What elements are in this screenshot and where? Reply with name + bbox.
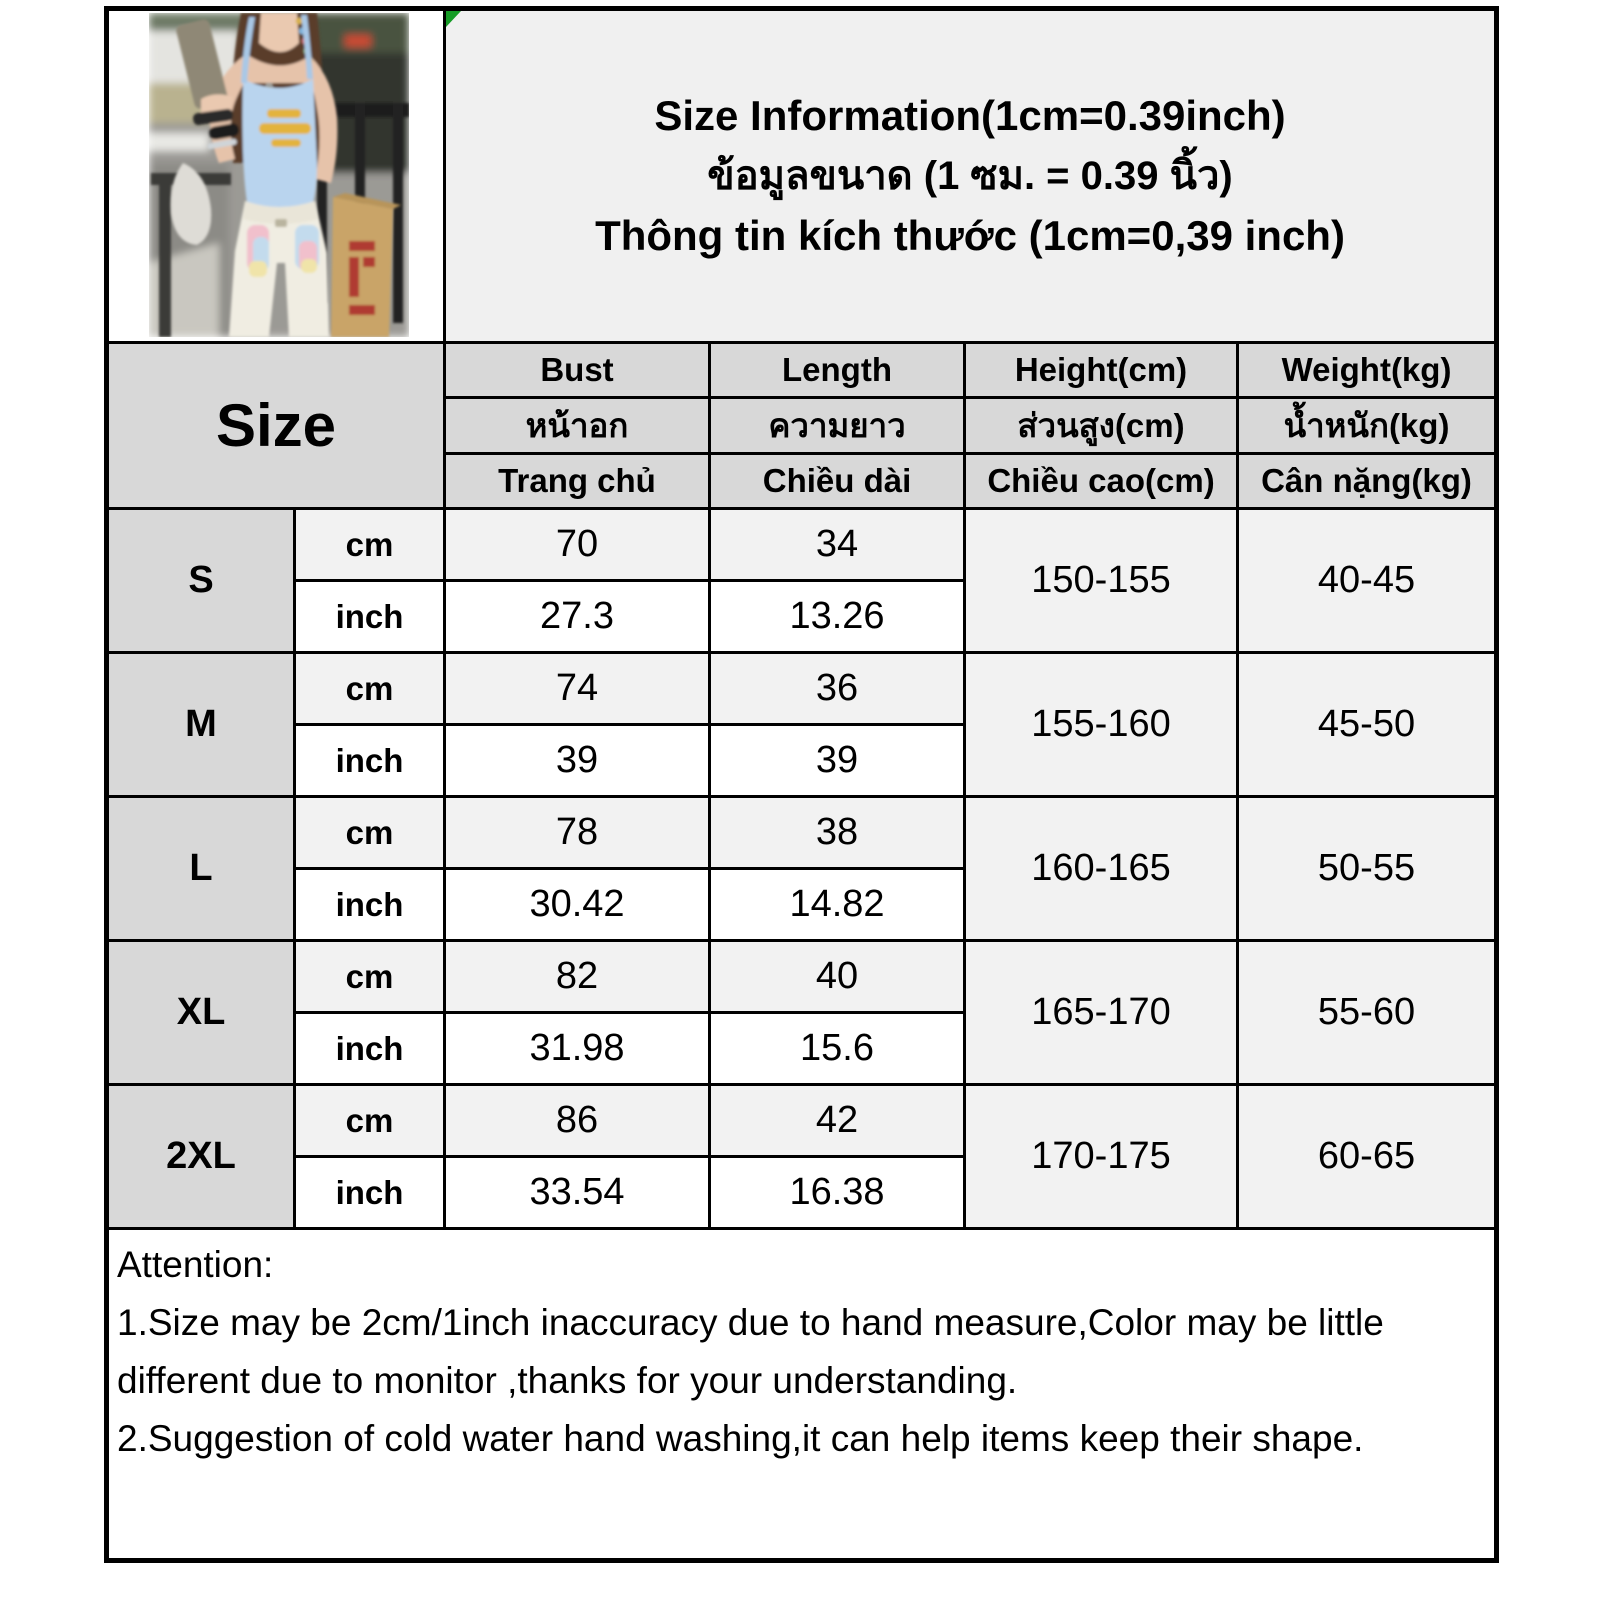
header-weight-th: น้ำหนัก(kg) bbox=[1238, 398, 1497, 454]
product-photo bbox=[149, 13, 409, 337]
header-height-en: Height(cm) bbox=[965, 343, 1238, 398]
bust-cm-2xl: 86 bbox=[445, 1085, 710, 1157]
title-english: Size Information(1cm=0.39inch) bbox=[654, 92, 1286, 139]
bust-inch-xl: 31.98 bbox=[445, 1013, 710, 1085]
weight-l: 50-55 bbox=[1238, 797, 1497, 941]
size-label-l: L bbox=[107, 797, 295, 941]
title-vietnamese: Thông tin kích thước (1cm=0,39 inch) bbox=[595, 212, 1345, 259]
header-weight-en: Weight(kg) bbox=[1238, 343, 1497, 398]
length-cm-2xl: 42 bbox=[710, 1085, 965, 1157]
attention-note-2: 2.Suggestion of cold water hand washing,it can help items keep their shape. bbox=[117, 1418, 1364, 1459]
size-table bbox=[104, 6, 1499, 1563]
unit-inch: inch bbox=[295, 1157, 445, 1229]
bust-inch-m: 39 bbox=[445, 725, 710, 797]
bust-cm-s: 70 bbox=[445, 509, 710, 581]
weight-xl: 55-60 bbox=[1238, 941, 1497, 1085]
size-label-xl: XL bbox=[107, 941, 295, 1085]
length-cm-l: 38 bbox=[710, 797, 965, 869]
header-length-vi: Chiều dài bbox=[710, 454, 965, 509]
size-label-m: M bbox=[107, 653, 295, 797]
table-row-l bbox=[107, 797, 1497, 869]
unit-inch: inch bbox=[295, 1013, 445, 1085]
length-cm-xl: 40 bbox=[710, 941, 965, 1013]
unit-cm: cm bbox=[295, 653, 445, 725]
length-inch-2xl: 16.38 bbox=[710, 1157, 965, 1229]
bust-inch-s: 27.3 bbox=[445, 581, 710, 653]
table-row-xl bbox=[107, 941, 1497, 1013]
length-inch-s: 13.26 bbox=[710, 581, 965, 653]
unit-cm: cm bbox=[295, 941, 445, 1013]
length-inch-xl: 15.6 bbox=[710, 1013, 965, 1085]
weight-s: 40-45 bbox=[1238, 509, 1497, 653]
title-block bbox=[445, 9, 1497, 343]
height-s: 150-155 bbox=[965, 509, 1238, 653]
table-row-s bbox=[107, 509, 1497, 581]
weight-m: 45-50 bbox=[1238, 653, 1497, 797]
header-bust-th: หน้าอก bbox=[445, 398, 710, 454]
attention-heading: Attention: bbox=[117, 1244, 274, 1285]
height-m: 155-160 bbox=[965, 653, 1238, 797]
attention-section bbox=[107, 1229, 1497, 1561]
bust-inch-2xl: 33.54 bbox=[445, 1157, 710, 1229]
size-chart-sheet bbox=[104, 6, 1494, 1563]
header-height-vi: Chiều cao(cm) bbox=[965, 454, 1238, 509]
height-2xl: 170-175 bbox=[965, 1085, 1238, 1229]
bust-cm-xl: 82 bbox=[445, 941, 710, 1013]
table-row-m bbox=[107, 653, 1497, 725]
height-xl: 165-170 bbox=[965, 941, 1238, 1085]
bust-cm-l: 78 bbox=[445, 797, 710, 869]
header-height-th: ส่วนสูง(cm) bbox=[965, 398, 1238, 454]
product-photo-cell bbox=[107, 9, 445, 343]
length-cm-s: 34 bbox=[710, 509, 965, 581]
weight-2xl: 60-65 bbox=[1238, 1085, 1497, 1229]
product-photo-illustration bbox=[149, 13, 409, 337]
unit-inch: inch bbox=[295, 581, 445, 653]
bust-cm-m: 74 bbox=[445, 653, 710, 725]
header-length-en: Length bbox=[710, 343, 965, 398]
unit-inch: inch bbox=[295, 725, 445, 797]
unit-cm: cm bbox=[295, 509, 445, 581]
length-cm-m: 36 bbox=[710, 653, 965, 725]
unit-cm: cm bbox=[295, 797, 445, 869]
size-label-2xl: 2XL bbox=[107, 1085, 295, 1229]
height-l: 160-165 bbox=[965, 797, 1238, 941]
title-thai: ข้อมูลขนาด (1 ซม. = 0.39 นิ้ว) bbox=[707, 154, 1233, 198]
length-inch-l: 14.82 bbox=[710, 869, 965, 941]
cell-flag-icon bbox=[446, 11, 461, 27]
header-length-th: ความยาว bbox=[710, 398, 965, 454]
unit-inch: inch bbox=[295, 869, 445, 941]
length-inch-m: 39 bbox=[710, 725, 965, 797]
attention-note-1: 1.Size may be 2cm/1inch inaccuracy due to hand measure,Color may be little different due to monitor ,thanks for your understanding. bbox=[117, 1302, 1384, 1401]
header-size: Size bbox=[107, 343, 445, 509]
bust-inch-l: 30.42 bbox=[445, 869, 710, 941]
unit-cm: cm bbox=[295, 1085, 445, 1157]
table-row-2xl bbox=[107, 1085, 1497, 1157]
size-label-s: S bbox=[107, 509, 295, 653]
header-weight-vi: Cân nặng(kg) bbox=[1238, 454, 1497, 509]
header-bust-en: Bust bbox=[445, 343, 710, 398]
header-bust-vi: Trang chủ bbox=[445, 454, 710, 509]
